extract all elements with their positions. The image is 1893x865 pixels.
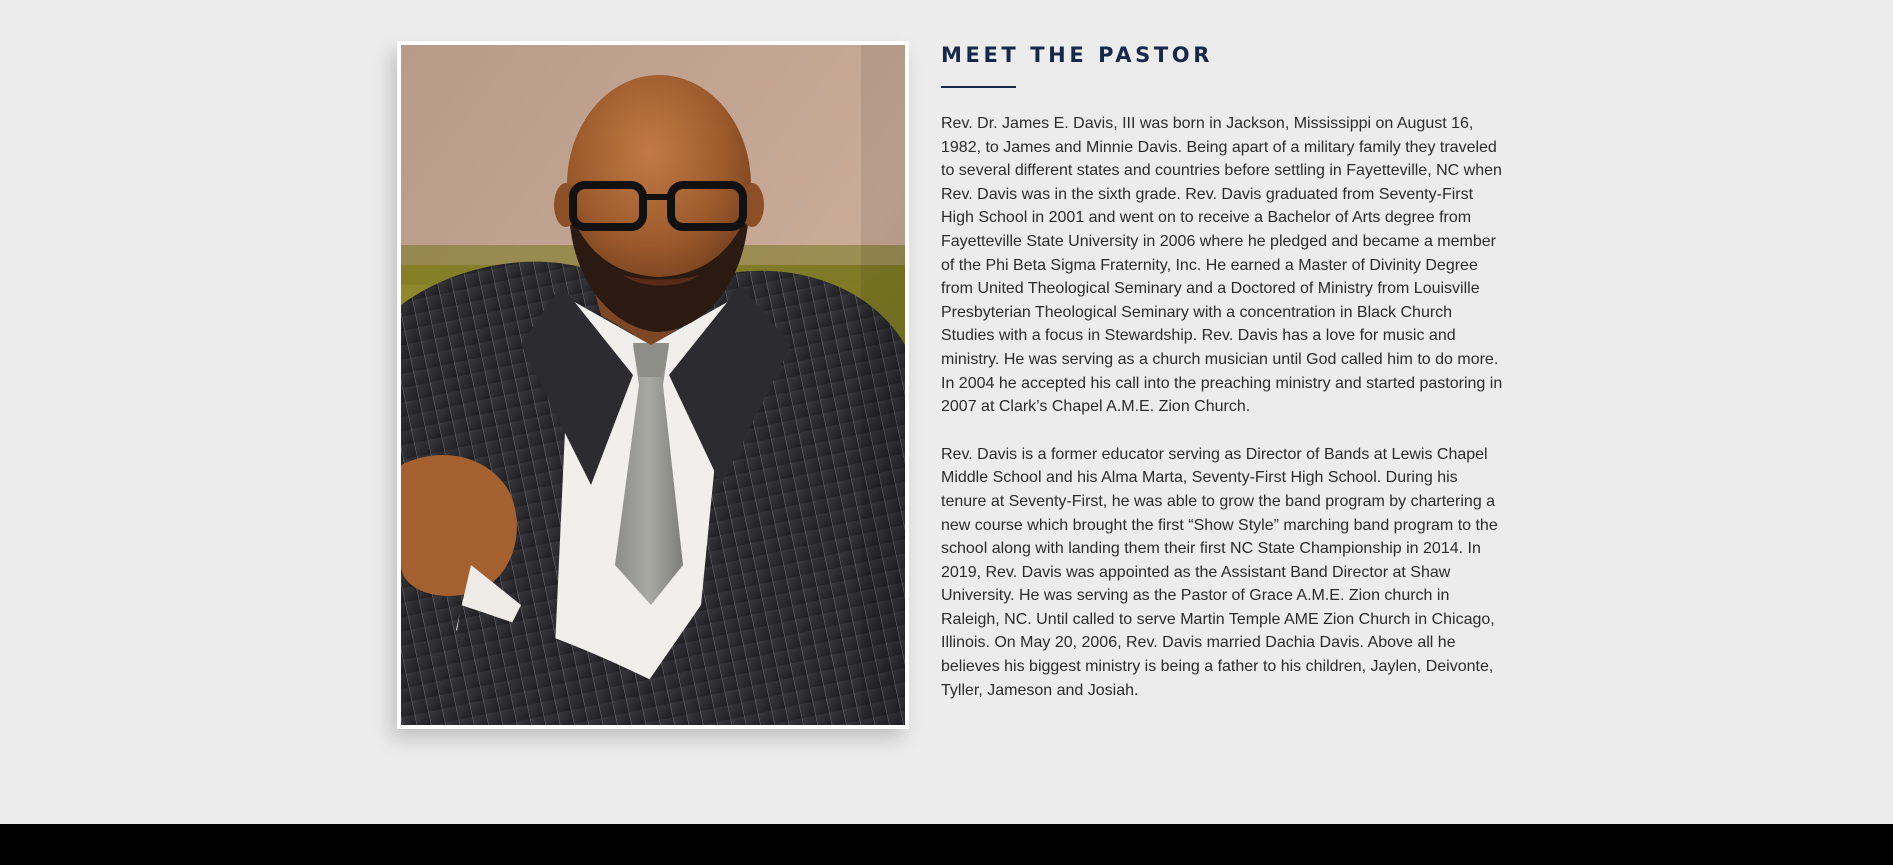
footer-bar bbox=[0, 824, 1893, 865]
heading-divider bbox=[941, 86, 1016, 88]
pastor-photo bbox=[401, 45, 905, 725]
pastor-photo-frame bbox=[397, 41, 909, 729]
bio-paragraph-2: Rev. Davis is a former educator serving as Director of Bands at Lewis Chapel Middle School and his Alma Marta, Seventy-First High School. During his tenure at Seventy-First, he was able to grow the band program by chartering a new course which brought the first “Show Style” marching band program to the school along with landing them their first NC State Championship in 2014. In 2019, Rev. Davis was appointed as the Assistant Band Director at Shaw University. He was serving as the Pastor of Grace A.M.E. Zion church in Raleigh, NC. Until called to serve Martin Temple AME Zion Church in Chicago, Illinois. On May 20, 2006, Rev. Davis married Dachia Davis. Above all he believes his biggest ministry is being a father to his children, Jaylen, Deivonte, Tyller, Jameson and Josiah. bbox=[941, 445, 1498, 699]
section-heading: MEET THE PASTOR bbox=[941, 43, 1213, 67]
meet-the-pastor-section bbox=[941, 41, 1506, 702]
bio-paragraph-1: Rev. Dr. James E. Davis, III was born in Jackson, Mississippi on August 16, 1982, to James and Minnie Davis. Being apart of a military family they traveled to several different states and countries before settling in Fayetteville, NC when Rev. Davis was in the sixth grade. Rev. Davis graduated from Seventy-First High School in 2001 and went on to receive a Bachelor of Arts degree from Fayetteville State University in 2006 where he pledged and became a member of the Phi Beta Sigma Fraternity, Inc. He earned a Master of Divinity Degree from United Theological Seminary and a Doctored of Ministry from Louisville Presbyterian Theological Seminary with a concentration in Black Church Studies with a focus in Stewardship. Rev. Davis has a love for music and ministry. He was serving as a church musician until God called him to do more. In 2004 he accepted his call into the preaching ministry and started pastoring in 2007 at Clark’s Chapel A.M.E. Zion Church. bbox=[941, 115, 1503, 416]
